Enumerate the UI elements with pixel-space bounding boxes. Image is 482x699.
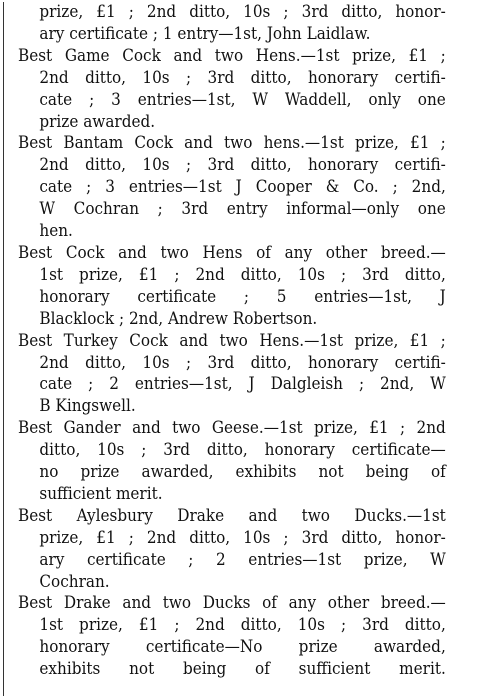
entry-line: sufficient merit. <box>39 483 163 503</box>
entry-line: 2nd ditto, 10s ; 3rd ditto, honorary certifi- <box>39 352 446 372</box>
entry-line: honorary certificate—No prize awarded, <box>39 637 446 657</box>
entry-line: 1st prize, £1 ; 2nd ditto, 10s ; 3rd ditto, <box>39 264 446 284</box>
article-column <box>18 1 446 680</box>
entry-line: honorary certificate ; 5 entries—1st, J <box>39 286 446 306</box>
entry-line: ditto, 10s ; 3rd ditto, honorary certificate— <box>39 440 446 460</box>
entry-line: prize, £1 ; 2nd ditto, 10s ; 3rd ditto, honor- <box>39 2 446 21</box>
entry-line: 2nd ditto, 10s ; 3rd ditto, honorary certifi- <box>39 67 446 87</box>
entry-line: cate ; 3 entries—1st, W Waddell, only one <box>39 89 446 109</box>
prize-entry-continued <box>18 1 446 45</box>
prize-entry-bantam-cock <box>18 132 446 242</box>
prize-entry-drake-other-breed <box>18 592 446 680</box>
entry-line: no prize awarded, exhibits not being of <box>39 462 446 482</box>
prize-entry-aylesbury-drake <box>18 505 446 593</box>
entry-heading-line: Best Aylesbury Drake and two Ducks.—1st <box>18 505 446 525</box>
entry-line: cate ; 3 entries—1st J Cooper & Co. ; 2nd, <box>39 177 446 197</box>
prize-entry-gander <box>18 417 446 505</box>
entry-line: hen. <box>39 221 73 241</box>
entry-heading-line: Best Gander and two Geese.—1st prize, £1 ; 2nd <box>18 418 446 438</box>
entry-line: exhibits not being of sufficient merit. <box>39 659 446 679</box>
entry-line: ary certificate ; 2 entries—1st prize, W <box>39 549 446 569</box>
entry-line: prize, £1 ; 2nd ditto, 10s ; 3rd ditto, honor- <box>39 527 446 547</box>
entry-heading-line: Best Bantam Cock and two hens.—1st prize, £1 ; <box>18 133 446 153</box>
entry-line: Blacklock ; 2nd, Andrew Robertson. <box>39 308 318 328</box>
entry-line: 2nd ditto, 10s ; 3rd ditto, honorary certifi- <box>39 155 446 175</box>
entry-heading-line: Best Turkey Cock and two Hens.—1st prize, £1 ; <box>18 330 446 350</box>
prize-entry-cock-other-breed <box>18 242 446 330</box>
entry-heading-line: Best Drake and two Ducks of any other breed.— <box>18 593 446 613</box>
entry-line: W Cochran ; 3rd entry informal—only one <box>39 199 446 219</box>
entry-line: 1st prize, £1 ; 2nd ditto, 10s ; 3rd ditto, <box>39 615 446 635</box>
entry-heading-line: Best Game Cock and two Hens.—1st prize, £1 ; <box>18 45 446 65</box>
entry-line: cate ; 2 entries—1st, J Dalgleish ; 2nd, W <box>39 374 446 394</box>
entry-line: ary certificate ; 1 entry—1st, John Laidlaw. <box>39 23 371 43</box>
entry-line: B Kingswell. <box>39 396 136 416</box>
column-rule <box>3 2 4 696</box>
prize-entry-game-cock <box>18 45 446 133</box>
entry-line: Cochran. <box>39 571 110 591</box>
entry-line: prize awarded. <box>39 111 156 131</box>
prize-entry-turkey-cock <box>18 330 446 418</box>
entry-heading-line: Best Cock and two Hens of any other breed.— <box>18 242 446 262</box>
